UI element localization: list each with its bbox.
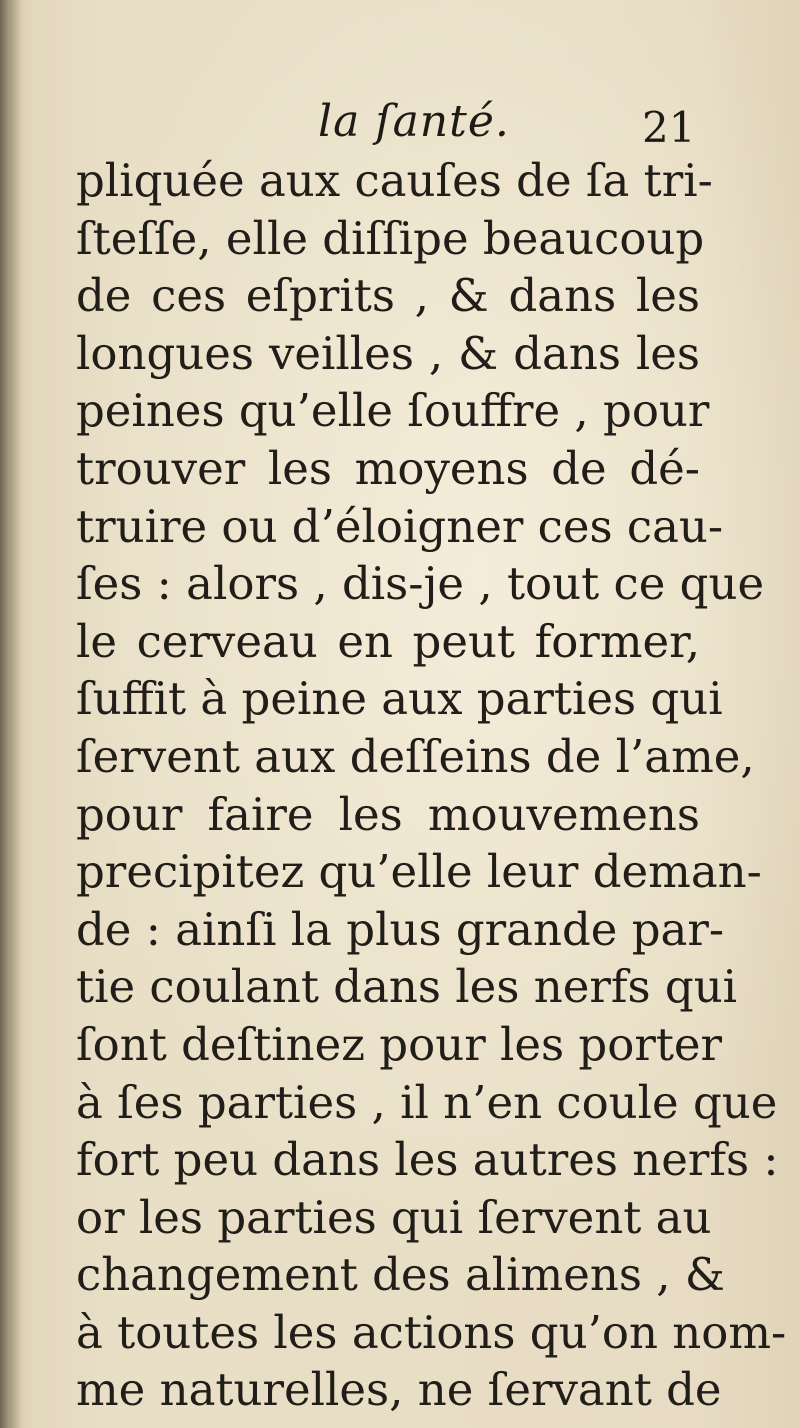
text-line: truire ou d’éloigner ces cau- <box>76 499 724 553</box>
text-line: à ſes parties , il n’en coule que <box>76 1075 778 1129</box>
text-line: ſuffit à peine aux parties qui <box>76 672 723 726</box>
page-binding-shadow <box>0 0 22 1428</box>
page-number: 21 <box>642 103 696 152</box>
page-header <box>0 92 800 152</box>
text-line: ſervent aux deſſeins de l’ame, <box>76 729 755 783</box>
body-text <box>76 152 787 1419</box>
running-head: la ſanté. <box>318 96 510 147</box>
text-line: ſes : alors , dis-je , tout ce que <box>76 557 765 611</box>
text-line: trouver les moyens de dé- <box>76 441 700 495</box>
text-line: peines qu’elle ſouffre , pour <box>76 384 710 438</box>
text-line: precipitez qu’elle leur deman- <box>76 845 762 899</box>
text-line: de : ainſi la plus grande par- <box>76 902 725 956</box>
text-line: à toutes les actions qu’on nom- <box>76 1305 787 1359</box>
text-line: pour faire les mouvemens <box>76 787 700 841</box>
text-line: or les parties qui ſervent au <box>76 1190 712 1244</box>
text-line: le cerveau en peut former, <box>76 614 700 668</box>
text-line: me naturelles, ne ſervant de <box>76 1363 722 1417</box>
text-line: tie coulant dans les nerfs qui <box>76 960 738 1014</box>
text-line: fort peu dans les autres nerfs : <box>76 1133 779 1187</box>
text-line: changement des alimens , & <box>76 1248 725 1302</box>
text-line: pliquée aux cauſes de ſa tri- <box>76 154 713 207</box>
text-line: longues veilles , & dans les <box>76 326 700 380</box>
text-line: de ces eſprits , & dans les <box>76 269 700 323</box>
text-line: ſont deſtinez pour les porter <box>76 1017 723 1071</box>
text-line: ſteſſe, elle diſſipe beaucoup <box>76 211 705 265</box>
